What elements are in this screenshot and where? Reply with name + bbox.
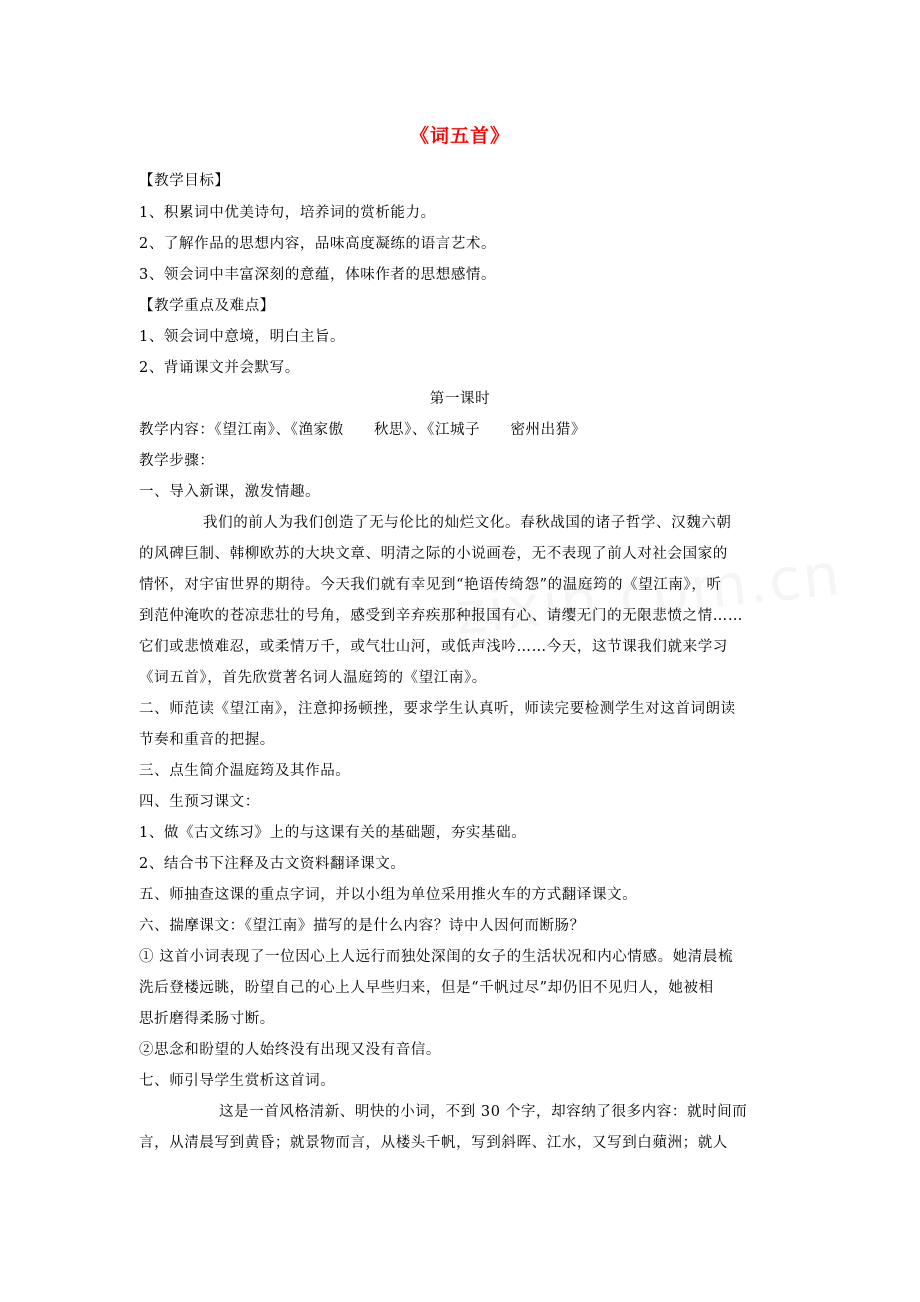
section-heading-focus: 【教学重点及难点】 bbox=[139, 298, 275, 314]
paragraph-line: 到范仲淹吹的苍凉悲壮的号角，感受到辛弃疾那种报国有心、请缨无门的无限悲愤之情…… bbox=[139, 608, 743, 624]
goal-item-1: 1、积累词中优美诗句，培养词的赏析能力。 bbox=[139, 205, 436, 221]
focus-item-2: 2、背诵课文并会默写。 bbox=[139, 360, 300, 376]
paragraph-line: 我们的前人为我们创造了无与伦比的灿烂文化。春秋战国的诸子哲学、汉魏六朝 bbox=[203, 515, 732, 531]
paragraph-line: 的风碑巨制、韩柳欧苏的大块文章、明清之际的小说画卷，无不表现了前人对社会国家的 bbox=[139, 546, 728, 562]
focus-item-1: 1、领会词中意境，明白主旨。 bbox=[139, 329, 346, 345]
goal-item-2: 2、了解作品的思想内容，品味高度凝练的语言艺术。 bbox=[139, 236, 497, 252]
paragraph-line: 《词五首》，首先欣赏著名词人温庭筠的《望江南》。 bbox=[139, 670, 487, 686]
step-6-heading: 六、揣摩课文：《望江南》描写的是什么内容？诗中人因何而断肠？ bbox=[139, 918, 585, 934]
section-heading-goals: 【教学目标】 bbox=[139, 173, 230, 189]
teaching-steps-label: 教学步骤： bbox=[139, 453, 215, 469]
document-title: 《词五首》 bbox=[409, 125, 510, 147]
step-7-heading: 七、师引导学生赏析这首词。 bbox=[139, 1073, 336, 1089]
answer-1-line: 思折磨得柔肠寸断。 bbox=[139, 1011, 275, 1027]
teaching-content: 教学内容：《望江南》、《渔家傲 秋思》、《江城子 密州出猎》 bbox=[139, 422, 586, 438]
paragraph-line: 这是一首风格清新、明快的小词，不到 30 个字，却容纳了很多内容：就时间而 bbox=[219, 1104, 748, 1120]
step-3-heading: 三、点生简介温庭筠及其作品。 bbox=[139, 763, 351, 779]
answer-1-line: ① 这首小词表现了一位因心上人远行而独处深闺的女子的生活状况和内心情感。她清晨梳 bbox=[139, 949, 734, 965]
step-4-item-2: 2、结合书下注释及古文资料翻译课文。 bbox=[139, 856, 406, 872]
step-4-heading: 四、生预习课文： bbox=[139, 794, 260, 810]
step-1-heading: 一、导入新课，激发情趣。 bbox=[139, 484, 321, 500]
step-4-item-1: 1、做《古文练习》上的与这课有关的基础题，夯实基础。 bbox=[139, 825, 527, 841]
answer-1-line: 洗后登楼远眺，盼望自己的心上人早些归来，但是“千帆过尽”却仍旧不见归人，她被相 bbox=[139, 980, 714, 996]
lesson-heading: 第一课时 bbox=[429, 391, 491, 407]
paragraph-line: 它们或悲愤难忍，或柔情万千，或气壮山河，或低声浅吟……今天，这节课我们就来学习 bbox=[139, 639, 728, 655]
paragraph-line: 言，从清晨写到黄昏；就景物而言，从楼头千帆，写到斜晖、江水，又写到白蘋洲；就人 bbox=[139, 1135, 728, 1151]
paragraph-line: 节奏和重音的把握。 bbox=[139, 732, 275, 748]
step-5-heading: 五、师抽查这课的重点字词，并以小组为单位采用推火车的方式翻译课文。 bbox=[139, 887, 638, 903]
goal-item-3: 3、领会词中丰富深刻的意蕴，体味作者的思想感情。 bbox=[139, 267, 497, 283]
step-2-heading: 二、师范读《望江南》，注意抑扬顿挫，要求学生认真听，师读完要检测学生对这首词朗读 bbox=[139, 701, 736, 717]
paragraph-line: 情怀，对宇宙世界的期待。今天我们就有幸见到“艳语传绮怨”的温庭筠的《望江南》，听 bbox=[139, 577, 722, 593]
answer-2-line: ②思念和盼望的人始终没有出现又没有音信。 bbox=[139, 1042, 441, 1058]
